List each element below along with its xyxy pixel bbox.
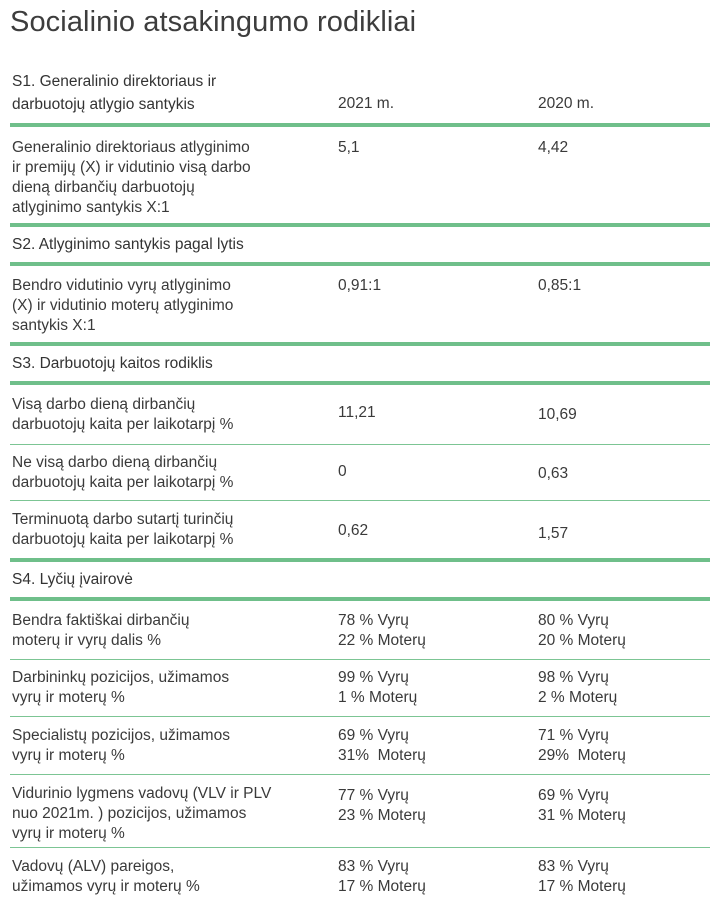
row-label: Generalinio direktoriaus atlyginimo ir premijų (X) ir vidutinio visą darbo dieną dirbančių darbuotojų atlyginimo santykis X:1 bbox=[12, 139, 251, 216]
section-divider bbox=[10, 558, 710, 562]
row-label: Specialistų pozicijos, užimamos vyrų ir moterų % bbox=[12, 727, 230, 764]
row-label: Vadovų (ALV) pareigos, užimamos vyrų ir moterų % bbox=[12, 858, 200, 895]
value-2020: 4,42 bbox=[538, 139, 569, 156]
value-2020: 69 % Vyrų 31 % Moterų bbox=[538, 787, 626, 824]
row-divider bbox=[10, 500, 710, 501]
row-label: Ne visą darbo dieną dirbančių darbuotojų kaita per laikotarpį % bbox=[12, 454, 234, 491]
row-label: Visą darbo dieną dirbančių darbuotojų kaita per laikotarpį % bbox=[12, 396, 234, 433]
row-label: Vidurinio lygmens vadovų (VLV ir PLV nuo 2021m. ) pozicijos, užimamos vyrų ir moterų % bbox=[12, 785, 272, 842]
row-divider bbox=[10, 444, 710, 445]
value-2020: 80 % Vyrų 20 % Moterų bbox=[538, 612, 626, 649]
section-divider bbox=[10, 381, 710, 385]
row-divider bbox=[10, 847, 710, 848]
row-label: Bendro vidutinio vyrų atlyginimo (X) ir vidutinio moterų atlyginimo santykis X:1 bbox=[12, 277, 234, 334]
value-2020: 98 % Vyrų 2 % Moterų bbox=[538, 669, 618, 706]
value-2020: 0,85:1 bbox=[538, 277, 582, 294]
value-2021: 83 % Vyrų 17 % Moterų bbox=[338, 858, 426, 895]
section-divider bbox=[10, 223, 710, 227]
value-2020: 10,69 bbox=[538, 406, 577, 423]
column-header-2020: 2020 m. bbox=[538, 95, 595, 112]
section-title: S3. Darbuotojų kaitos rodiklis bbox=[12, 355, 213, 372]
column-header-2021: 2021 m. bbox=[338, 95, 395, 112]
value-2021: 0,91:1 bbox=[338, 277, 382, 294]
row-divider bbox=[10, 659, 710, 660]
value-2020: 1,57 bbox=[538, 525, 569, 542]
value-2020: 71 % Vyrų 29% Moterų bbox=[538, 727, 626, 764]
value-2021: 11,21 bbox=[338, 404, 376, 421]
value-2021: 78 % Vyrų 22 % Moterų bbox=[338, 612, 426, 649]
value-2021: 0,62 bbox=[338, 522, 369, 539]
row-label: Darbininkų pozicijos, užimamos vyrų ir moterų % bbox=[12, 669, 230, 706]
section-title: S2. Atlyginimo santykis pagal lytis bbox=[12, 236, 244, 253]
row-label: Bendra faktiškai dirbančių moterų ir vyrų dalis % bbox=[12, 612, 190, 649]
section-title: S1. Generalinio direktoriaus ir darbuotojų atlygio santykis bbox=[12, 73, 217, 113]
section-title: S4. Lyčių įvairovė bbox=[12, 571, 133, 588]
value-2021: 5,1 bbox=[338, 139, 360, 156]
value-2020: 0,63 bbox=[538, 465, 569, 482]
section-divider bbox=[10, 123, 710, 127]
section-divider bbox=[10, 342, 710, 346]
section-divider bbox=[10, 262, 710, 266]
section-divider bbox=[10, 597, 710, 601]
value-2021: 69 % Vyrų 31% Moterų bbox=[338, 727, 426, 764]
row-divider bbox=[10, 716, 710, 717]
value-2021: 99 % Vyrų 1 % Moterų bbox=[338, 669, 418, 706]
value-2020: 83 % Vyrų 17 % Moterų bbox=[538, 858, 626, 895]
row-label: Terminuotą darbo sutartį turinčių darbuotojų kaita per laikotarpį % bbox=[12, 511, 234, 548]
value-2021: 0 bbox=[338, 463, 347, 480]
page-title: Socialinio atsakingumo rodikliai bbox=[10, 6, 417, 38]
value-2021: 77 % Vyrų 23 % Moterų bbox=[338, 787, 426, 824]
row-divider bbox=[10, 774, 710, 775]
